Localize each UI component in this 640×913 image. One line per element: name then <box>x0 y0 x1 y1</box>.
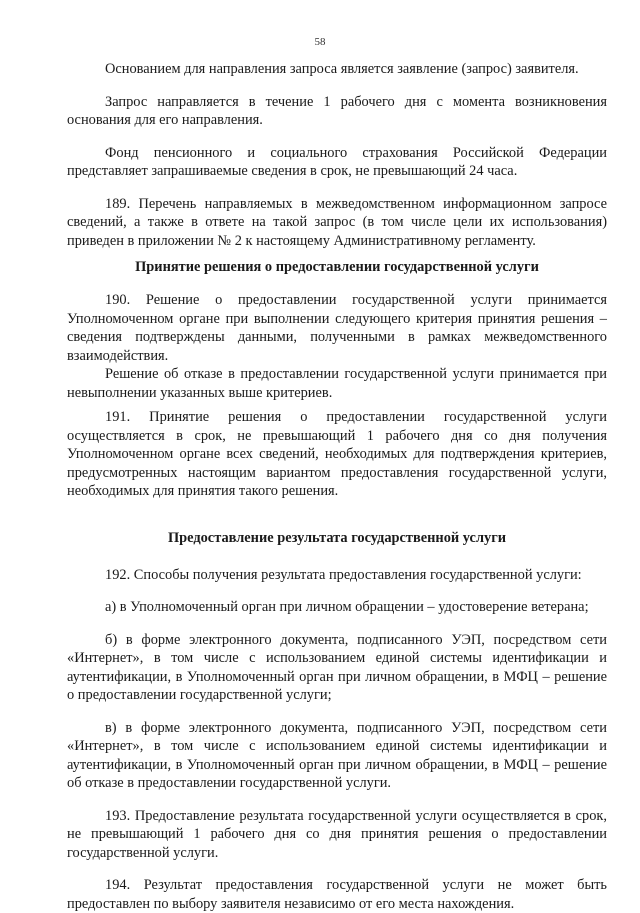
paragraph: 189. Перечень направляемых в межведомственном информационном запросе сведений, а также в ответе на такой запрос (в том числе цели их использования) приведен в приложении № 2 к настоящему Административному регламенту. <box>67 195 607 249</box>
paragraph: Основанием для направления запроса является заявление (запрос) заявителя. <box>105 61 579 77</box>
document-body <box>67 60 607 913</box>
list-item: а) в Уполномоченный орган при личном обращении – удостоверение ветерана; <box>105 599 589 615</box>
paragraph: 191. Принятие решения о предоставлении государственной услуги осуществляется в срок, не превышающий 1 рабочего дня со дня получения Уполномоченном органе всех сведений, необходимых для подтверждения критериев, предусмотренных настоящим вариантом предоставления государственной услуги, необходимых для принятия такого решения. <box>67 409 607 499</box>
paragraph: 194. Результат предоставления государственной услуги не может быть предоставлен по выбору заявителя независимо от его места нахождения. <box>67 877 607 912</box>
paragraph: 192. Способы получения результата предоставления государственной услуги: <box>105 566 582 583</box>
list-item: б) в форме электронного документа, подписанного УЭП, посредством сети «Интернет», в том числе с использованием единой системы идентификации и аутентификации, в Уполномоченный орган при личном обращении, в МФЦ – решение о предоставлении государственной услуги; <box>67 631 607 703</box>
paragraph: Фонд пенсионного и социального страхования Российской Федерации представляет запрашиваемые сведения в срок, не превышающий 24 часа. <box>67 144 607 179</box>
page-number: 58 <box>314 36 326 48</box>
paragraph: Запрос направляется в течение 1 рабочего дня с момента возникновения основания для его направления. <box>67 93 607 128</box>
paragraph: 193. Предоставление результата государственной услуги осуществляется в срок, не превышающий 1 рабочего дня со дня принятия решения о предоставлении государственной услуги. <box>67 807 607 861</box>
paragraph: Решение об отказе в предоставлении государственной услуги принимается при невыполнении указанных выше критериев. <box>67 366 607 401</box>
section-heading: Предоставление результата государственной услуги <box>167 529 507 546</box>
list-item: в) в форме электронного документа, подписанного УЭП, посредством сети «Интернет», в том числе с использованием единой системы идентификации и аутентификации, в Уполномоченный орган при личном обращении, в МФЦ – решение об отказе в предоставлении государственной услуги. <box>67 719 607 791</box>
section-heading: Принятие решения о предоставлении государственной услуги <box>135 259 539 275</box>
paragraph: 190. Решение о предоставлении государственной услуги принимается Уполномоченном органе при выполнении следующего критерия принятия решения – сведения подтверждены данными, полученными в рамках межведомственного взаимодействия. <box>67 292 607 364</box>
